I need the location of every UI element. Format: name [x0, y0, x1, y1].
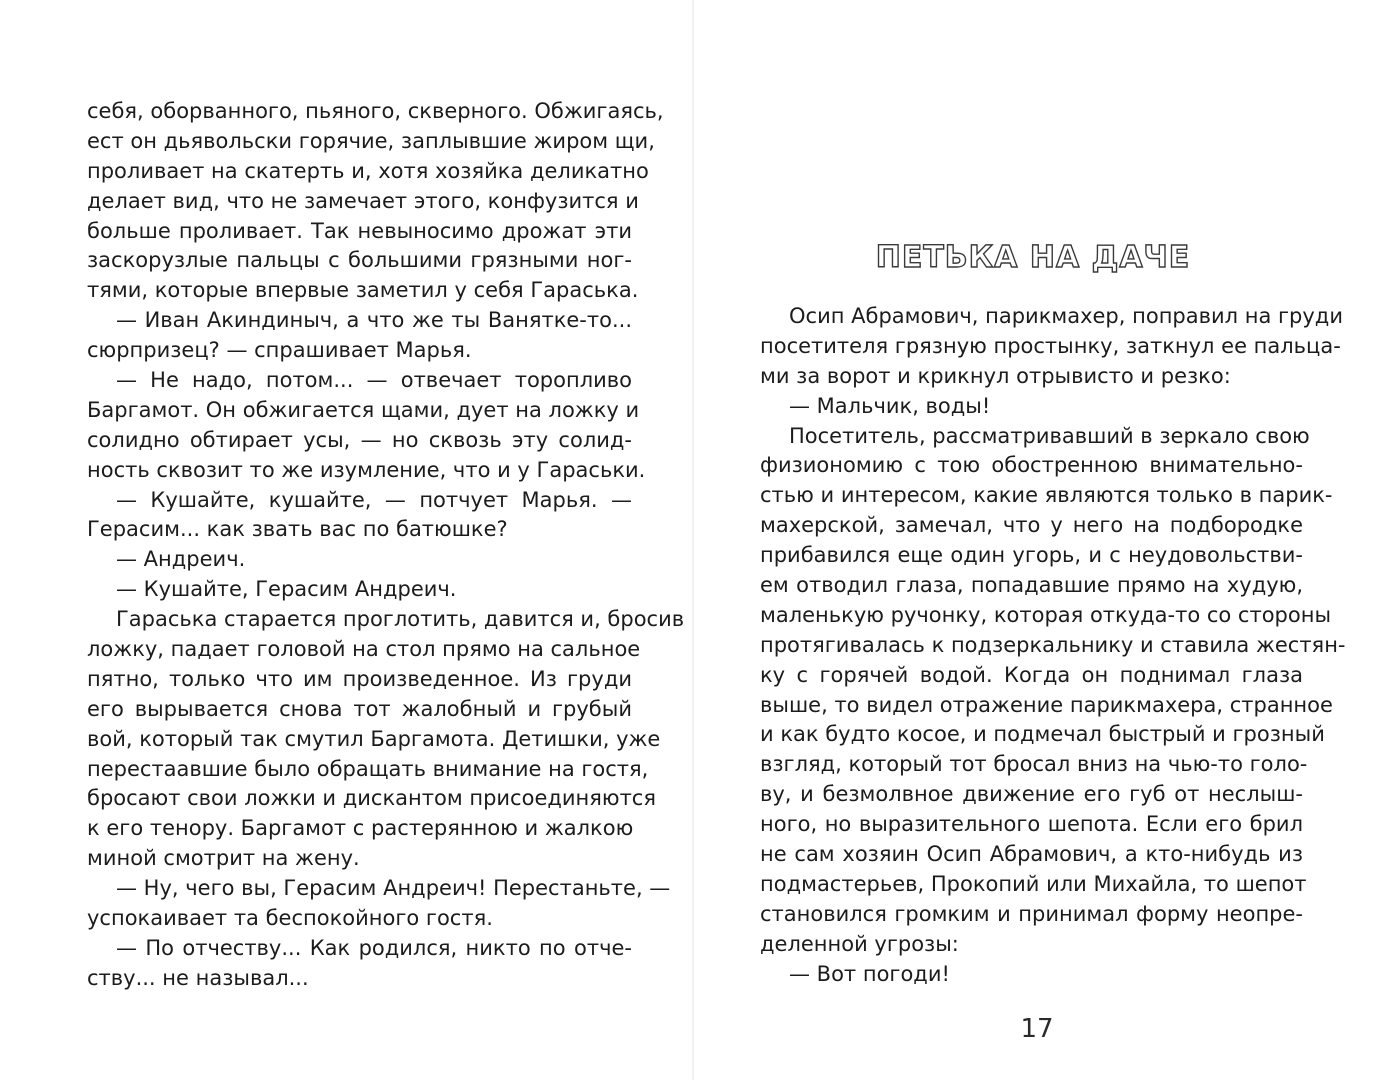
text-line: — Иван Акиндиныч, а что же ты Ванятке-то...	[116, 308, 632, 333]
text-line: — Вот погоди!	[789, 961, 950, 986]
page-number: 17	[1020, 1014, 1054, 1044]
text-line: бросают свои ложки и дискантом присоединяются	[87, 786, 656, 811]
text-line: тями, которые впервые заметил у себя Гараська.	[87, 278, 639, 303]
text-line: ми за ворот и крикнул отрывисто и резко:	[760, 363, 1231, 388]
text-line: перестаавшие было обращать внимание на гостя,	[87, 756, 649, 781]
text-line: Гараська старается проглотить, давится и, бросив	[116, 607, 685, 632]
text-line: проливает на скатерть и, хотя хозяйка деликатно	[87, 158, 649, 183]
text-line: деленной угрозы:	[760, 931, 959, 956]
text-line: делает вид, что не замечает этого, конфузится и	[87, 188, 639, 213]
text-line: маленькую ручонку, которая откуда-то со стороны	[760, 602, 1332, 627]
text-line: больше проливает. Так невыносимо дрожат эти	[87, 218, 632, 243]
text-line: ем отводил глаза, попадавшие прямо на худую,	[760, 573, 1303, 598]
text-line: стью и интересом, какие являются только в парик-	[760, 483, 1333, 508]
text-line: вой, который так смутил Баргамота. Детишки, уже	[87, 726, 661, 751]
text-line: успокаивает та беспокойного гостя.	[87, 906, 493, 931]
text-line: Посетитель, рассматривавший в зеркало свою	[789, 423, 1310, 448]
text-line: сюрпризец? — спрашивает Марья.	[87, 338, 472, 363]
text-line: солидно обтирает усы, — но сквозь эту солид-	[87, 427, 632, 452]
text-line: себя, оборванного, пьяного, скверного. Обжигаясь,	[87, 99, 664, 123]
text-line: Баргамот. Он обжигается щами, дует на ложку и	[87, 397, 640, 422]
text-line: Осип Абрамович, парикмахер, поправил на груди	[789, 304, 1343, 328]
text-line: не сам хозяин Осип Абрамович, а кто-нибудь из	[760, 842, 1303, 867]
text-line: ству... не называл...	[87, 965, 309, 990]
text-line: становился громким и принимал форму неопре-	[760, 901, 1303, 926]
text-line: его вырывается снова тот жалобный и грубый	[87, 696, 632, 721]
text-line: — Андреич.	[116, 547, 246, 572]
text-line: — Мальчик, воды!	[789, 393, 991, 418]
right-page	[694, 0, 1388, 1080]
text-line: взгляд, который тот бросал вниз на чью-то голо-	[760, 752, 1308, 777]
text-line: выше, то видел отражение парикмахера, странное	[760, 692, 1333, 717]
text-line: ест он дьявольски горячие, заплывшие жиром щи,	[87, 128, 655, 153]
text-line: и как будто косое, и подмечал быстрый и грозный	[760, 722, 1325, 747]
text-line: физиономию с тою обостренною внимательно-	[760, 453, 1303, 478]
text-line: к его тенору. Баргамот с растерянною и жалкою	[87, 816, 634, 841]
text-line: ву, и безмолвное движение его губ от неслыш-	[760, 782, 1303, 807]
right-page-text	[760, 302, 1346, 989]
text-line: посетителя грязную простынку, заткнул ее пальца-	[760, 333, 1341, 358]
chapter-title-text: ПЕТЬКА НА ДАЧЕ	[875, 240, 1191, 275]
text-line: ку с горячей водой. Когда он поднимал глаза	[760, 662, 1303, 687]
text-line: — Кушайте, Герасим Андреич.	[116, 577, 457, 602]
left-page-text	[87, 97, 685, 994]
chapter-title	[694, 240, 1388, 275]
text-line: прибавился еще один угорь, и с неудовольстви-	[760, 543, 1303, 568]
text-line: — Ну, чего вы, Герасим Андреич! Перестаньте, —	[116, 876, 671, 901]
text-line: — Не надо, потом... — отвечает торопливо	[116, 368, 632, 393]
text-line: подмастерьев, Прокопий или Михайла, то шепот	[760, 871, 1307, 896]
text-line: протягивалась к подзеркальнику и ставила жестян-	[760, 632, 1346, 657]
text-line: — Кушайте, кушайте, — потчует Марья. —	[116, 487, 632, 512]
text-line: пятно, только что им произведенное. Из груди	[87, 666, 632, 691]
text-line: миной смотрит на жену.	[87, 846, 360, 871]
text-line: ность сквозит то же изумление, что и у Гараськи.	[87, 457, 646, 482]
text-line: — По отчеству... Как родился, никто по отче-	[116, 935, 632, 960]
text-line: заскорузлые пальцы с большими грязными ног-	[87, 248, 632, 273]
text-line: махерской, замечал, что у него на подбородке	[760, 513, 1303, 538]
text-line: ложку, падает головой на стол прямо на сальное	[87, 637, 641, 662]
text-line: Герасим... как звать вас по батюшке?	[87, 517, 508, 542]
text-line: ного, но выразительного шепота. Если его брил	[760, 812, 1303, 837]
